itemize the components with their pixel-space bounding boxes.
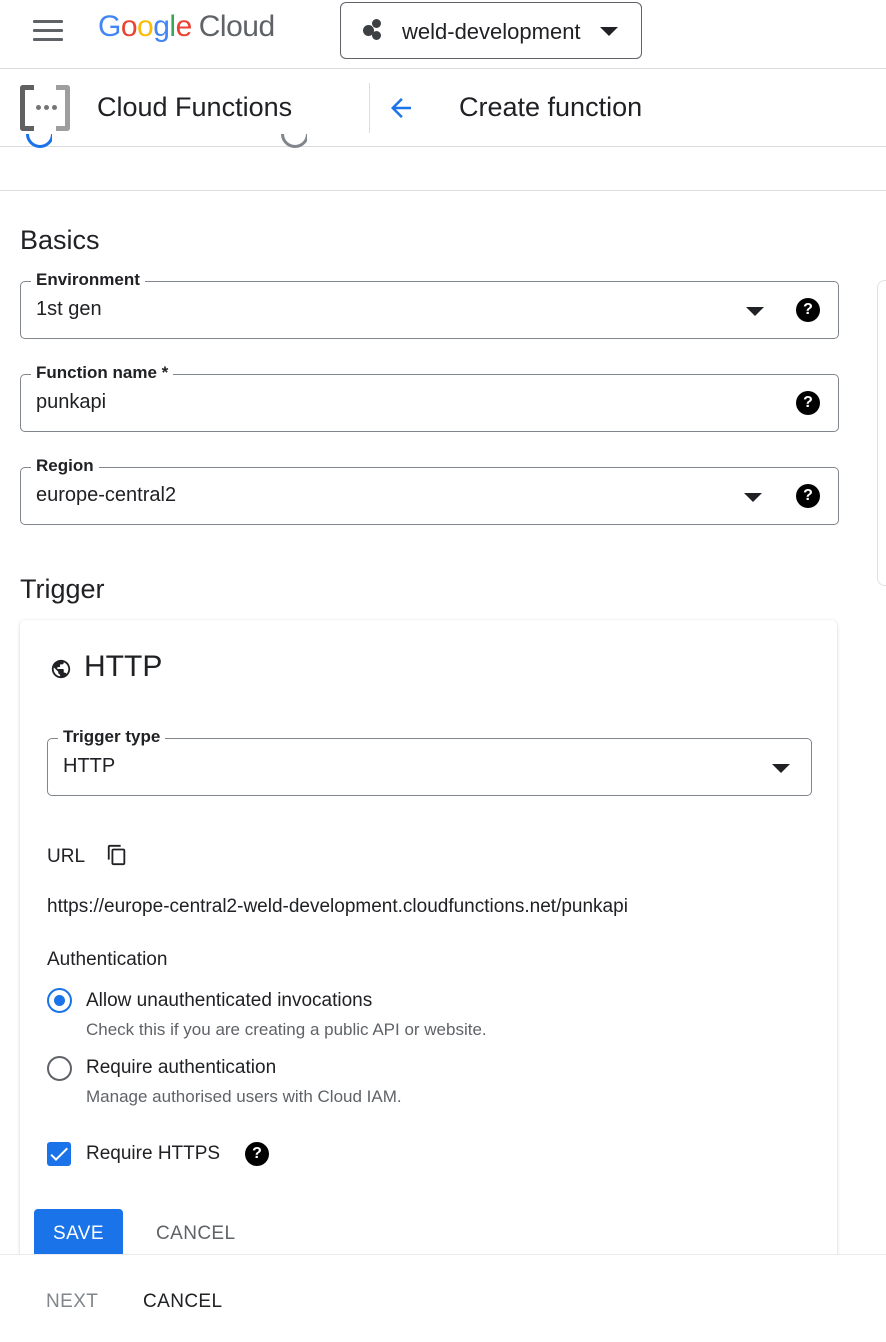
dropdown-arrow-icon	[600, 27, 618, 36]
allow-unauthenticated-radio[interactable]	[47, 988, 72, 1013]
checkmark-icon	[47, 1142, 71, 1166]
cloud-functions-icon	[20, 85, 72, 131]
url-label: URL	[47, 846, 86, 867]
help-icon[interactable]: ?	[245, 1142, 269, 1166]
trigger-card	[20, 620, 837, 1270]
header-divider	[369, 83, 370, 133]
top-app-bar	[0, 0, 886, 69]
stepper-step-2-indicator	[281, 134, 307, 148]
bottom-action-bar	[0, 1254, 886, 1342]
product-header	[0, 69, 886, 147]
trigger-card-title: HTTP	[84, 650, 163, 683]
environment-select[interactable]	[20, 270, 839, 339]
help-icon[interactable]: ?	[796, 391, 820, 415]
require-https-checkbox[interactable]	[47, 1142, 71, 1166]
function-name-field[interactable]	[20, 363, 839, 432]
google-cloud-logo[interactable]: Google Cloud	[98, 10, 275, 43]
dropdown-arrow-icon	[746, 307, 764, 316]
trigger-type-value: HTTP	[63, 755, 116, 777]
require-authentication-label[interactable]: Require authentication	[86, 1057, 277, 1078]
require-authentication-radio[interactable]	[47, 1056, 72, 1081]
environment-value: 1st gen	[36, 298, 102, 320]
region-value: europe-central2	[36, 484, 177, 506]
section-divider	[0, 190, 886, 191]
url-value: https://europe-central2-weld-development.cloudfunctions.net/punkapi	[47, 896, 628, 917]
cancel-trigger-button[interactable]: CANCEL	[156, 1223, 236, 1244]
project-hexagon-icon	[363, 19, 387, 43]
region-label: Region	[31, 456, 99, 476]
hamburger-menu-icon[interactable]	[33, 20, 65, 42]
function-name-value[interactable]: punkapi	[36, 391, 107, 413]
dropdown-arrow-icon	[744, 493, 762, 502]
save-button[interactable]: SAVE	[34, 1209, 123, 1259]
project-picker-button[interactable]	[340, 2, 642, 59]
side-panel	[877, 280, 886, 586]
require-authentication-description: Manage authorised users with Cloud IAM.	[86, 1087, 402, 1106]
region-select[interactable]	[20, 456, 839, 525]
copy-icon[interactable]	[106, 843, 128, 867]
help-icon[interactable]: ?	[796, 298, 820, 322]
trigger-type-select[interactable]	[47, 727, 812, 796]
allow-unauthenticated-description: Check this if you are creating a public API or website.	[86, 1020, 487, 1039]
product-title: Cloud Functions	[97, 92, 293, 122]
allow-unauthenticated-label[interactable]: Allow unauthenticated invocations	[86, 990, 373, 1011]
stepper-step-1-indicator	[26, 134, 52, 148]
dropdown-arrow-icon	[772, 764, 790, 773]
help-icon[interactable]: ?	[796, 484, 820, 508]
next-button[interactable]: NEXT	[46, 1291, 99, 1312]
page-title: Create function	[459, 92, 643, 122]
trigger-type-label: Trigger type	[58, 727, 165, 747]
trigger-heading: Trigger	[20, 574, 105, 604]
basics-heading: Basics	[20, 225, 100, 255]
authentication-label: Authentication	[47, 949, 168, 970]
environment-label: Environment	[31, 270, 145, 290]
project-name: weld-development	[402, 19, 581, 44]
require-https-label[interactable]: Require HTTPS	[86, 1143, 221, 1164]
arrow-back-icon[interactable]	[386, 93, 416, 123]
globe-icon	[50, 658, 72, 680]
function-name-label: Function name *	[31, 363, 173, 383]
cancel-button[interactable]: CANCEL	[143, 1291, 223, 1312]
